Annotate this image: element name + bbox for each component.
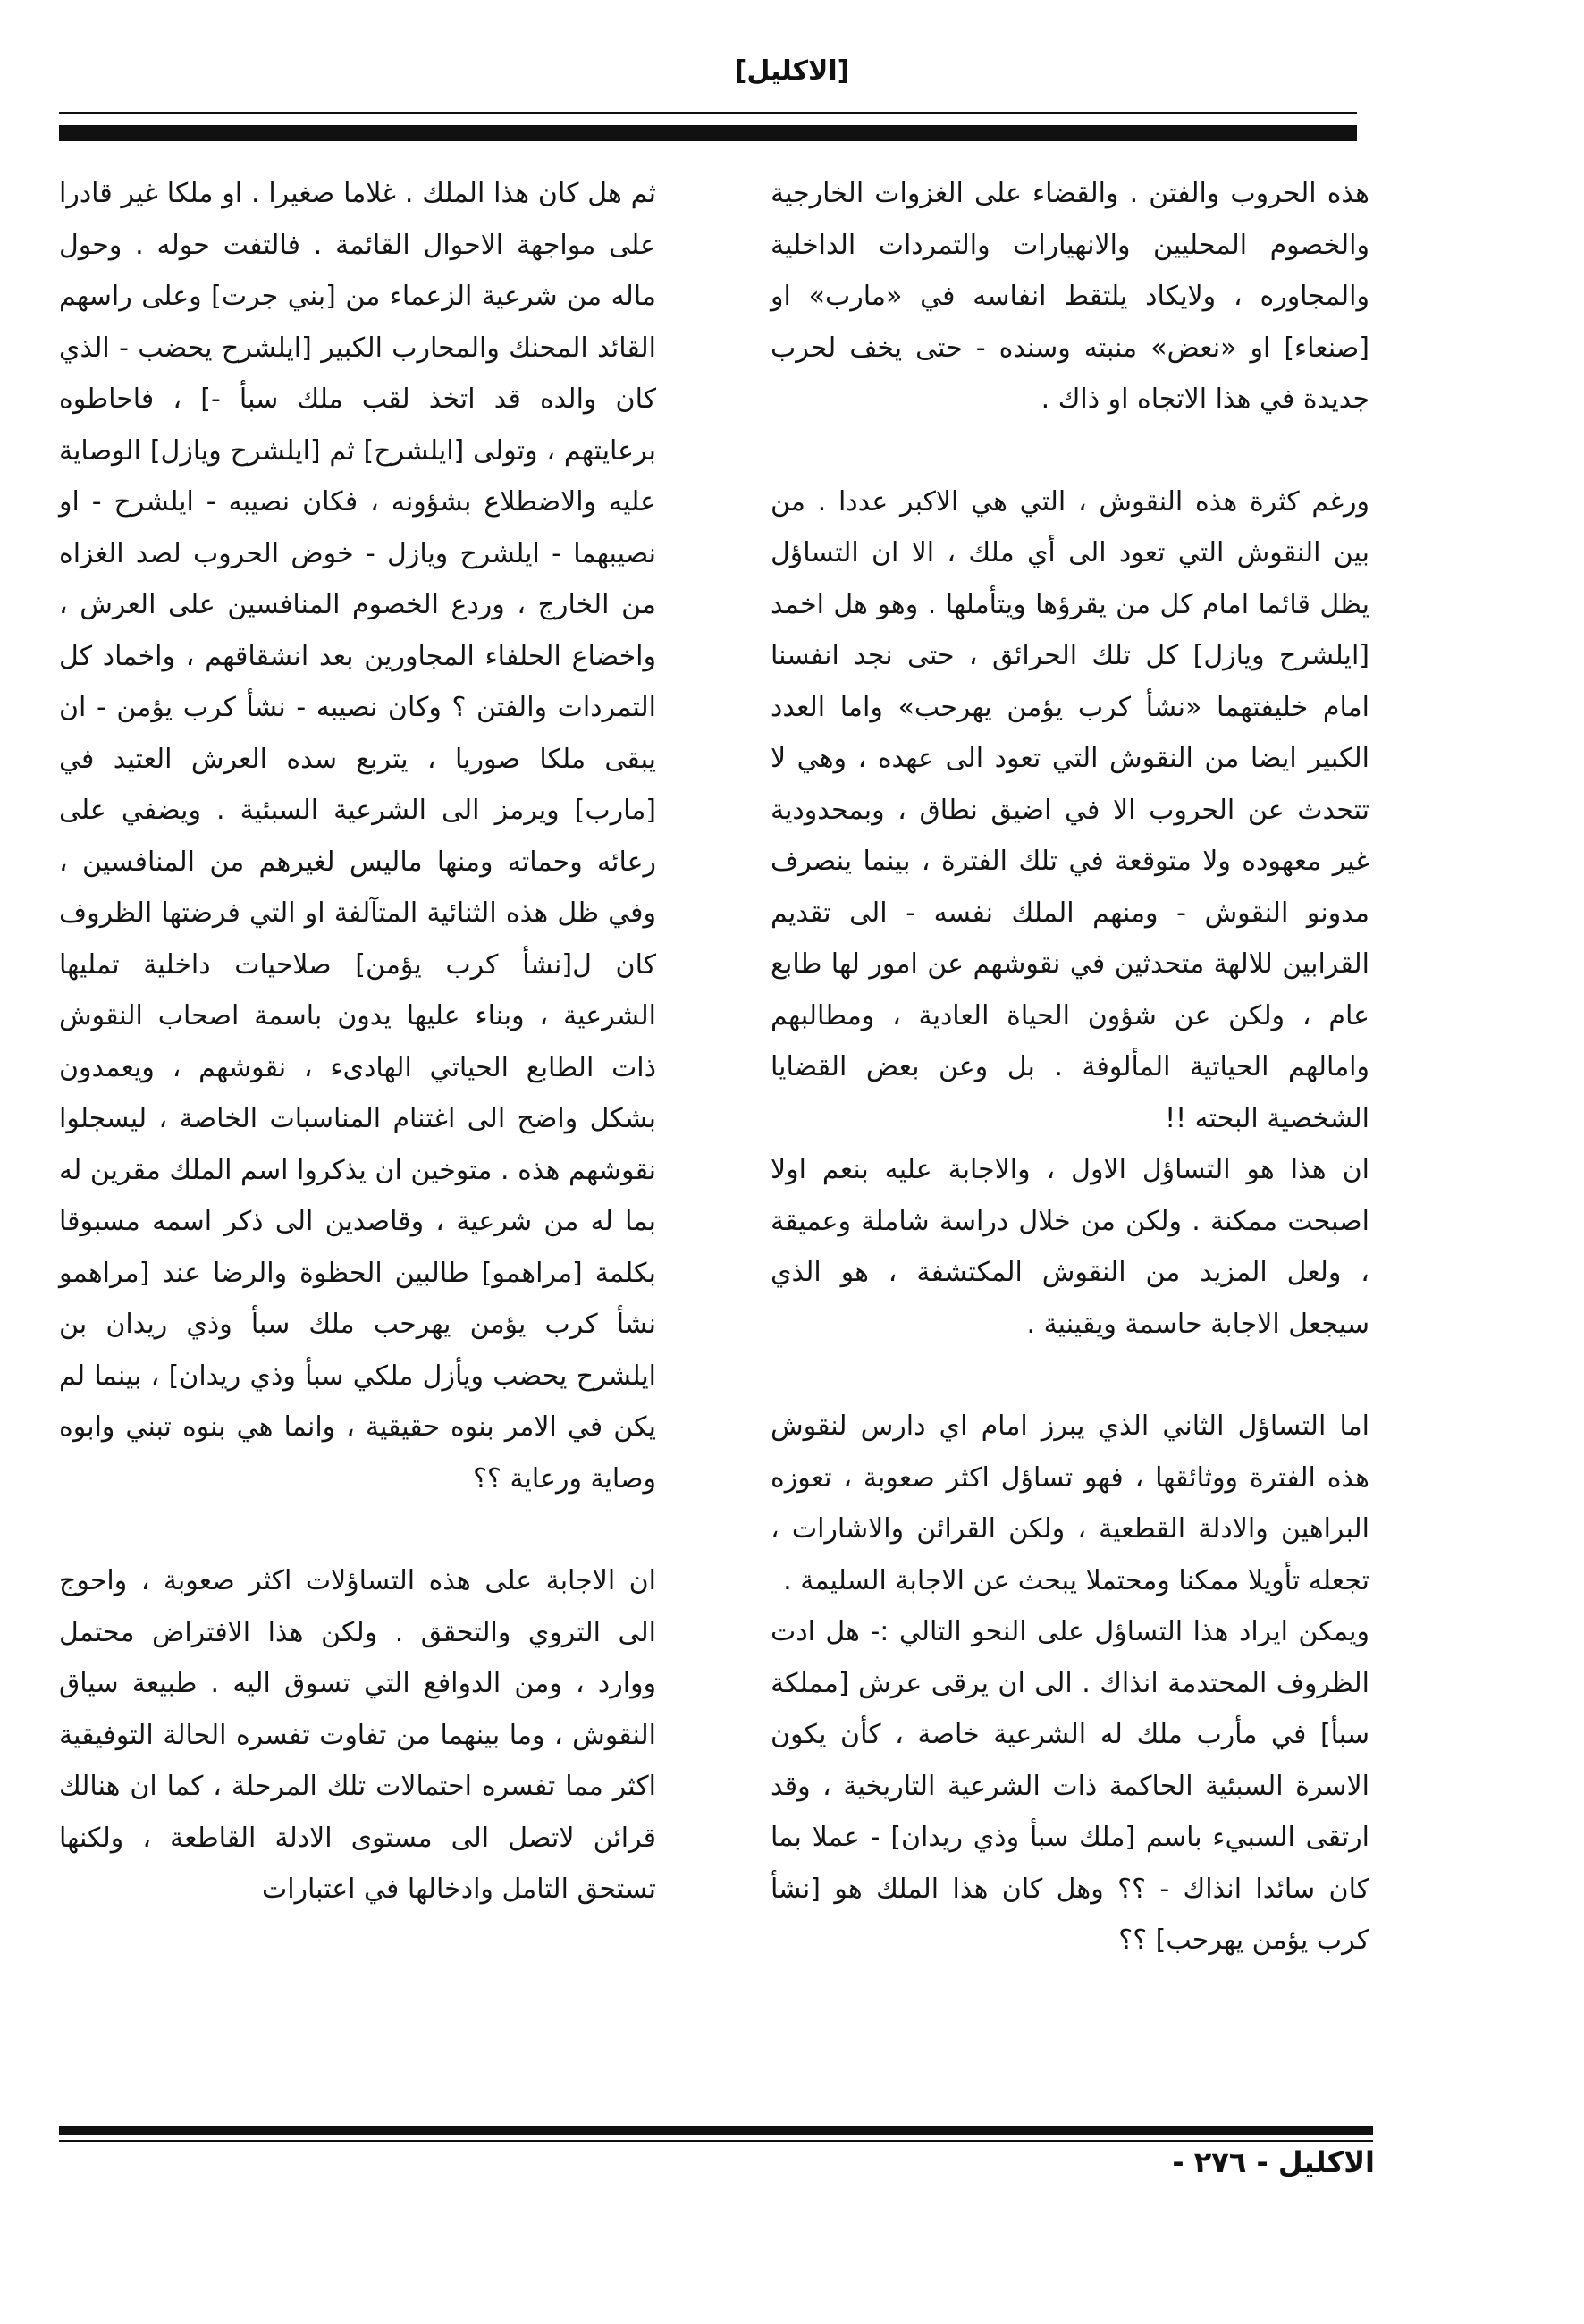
page-number: الاكليل - ٢٧٦ - xyxy=(1172,2145,1375,2179)
footer-rule-thick xyxy=(59,2126,1373,2135)
running-header: [الاكليل] xyxy=(734,55,850,87)
paragraph: ثم هل كان هذا الملك . غلاما صغيرا . او ملكا غير قادرا على مواجهة الاحوال القائمة . فالتفت حوله . وحول ماله من شرعية الزعماء من [بني جرت] وعلى راسهم القائد المحنك والمحارب الكبير [ايلشرح يحضب - الذي كان والده قد اتخذ لقب ملك سبأ -] ، فاحاطوه برعايتهم ، وتولى [ايلشرح] ثم [ايلشرح ويازل] الوصاية عليه والاضطلاع بشؤونه ، فكان نصيبه - ايلشرح - او نصيبهما - ايلشرح ويازل - خوض الحروب لصد الغزاه من الخارج ، وردع الخصوم المنافسين على العرش ، واخضاع الحلفاء المجاورين بعد انشقاقهم ، واخماد كل التمردات والفتن ؟ وكان نصيبه - نشأ كرب يؤمن - ان يبقى ملكا صوريا ، يتربع سده العرش العتيد في [مارب] ويرمز الى الشرعية السبئية . ويضفي على رعائه وحماته ومنها ماليس لغيرهم من المنافسين ، وفي ظل هذه الثنائية المتآلفة او التي فرضتها الظروف كان ل[نشأ كرب يؤمن] صلاحيات داخلية تمليها الشرعية ، وبناء عليها يدون باسمة اصحاب النقوش ذات الطابع الحياتي الهادىء ، نقوشهم ، ويعمدون بشكل واضح الى اغتنام المناسبات الخاصة ، ليسجلوا نقوشهم هذه . متوخين ان يذكروا اسم الملك مقرين له بما له من شرعية ، وقاصدين الى ذكر اسمه مسبوقا بكلمة [مراهمو] طالبين الحظوة والرضا عند [مراهمو نشأ كرب يؤمن يهرحب ملك سبأ وذي ريدان بن ايلشرح يحضب ويأزل ملكي سبأ وذي ريدان] ، بينما لم يكن في الامر بنوه حقيقية ، وانما هي بنوه تبني وابوه وصاية ورعاية ؟؟ xyxy=(59,178,656,1495)
right-column xyxy=(771,168,1369,1966)
header-rule-thin xyxy=(59,112,1357,114)
paragraph: ان هذا هو التساؤل الاول ، والاجابة عليه بنعم اولا اصبحت ممكنة . ولكن من خلال دراسة شاملة وعميقة ، ولعل المزيد من النقوش المكتشفة ، هو الذي سيجعل الاجابة حاسمة ويقينية . xyxy=(771,1154,1369,1340)
footer-rule-thin xyxy=(59,2140,1373,2142)
paragraph: ان الاجابة على هذه التساؤلات اكثر صعوبة ، واحوج الى التروي والتحقق . ولكن هذا الافتراض محتمل ووارد ، ومن الدوافع التي تسوق اليه . طبيعة سياق النقوش ، وما بينهما من تفاوت تفسره الحالة التوفيقية اكثر مما تفسره احتمالات تلك المرحلة ، كما ان هنالك قرائن لاتصل الى مستوى الادلة القاطعة ، ولكنها تستحق التامل وادخالها في اعتبارات xyxy=(59,1565,656,1905)
paragraph: ورغم كثرة هذه النقوش ، التي هي الاكبر عددا . من بين النقوش التي تعود الى أي ملك ، الا ان التساؤل يظل قائما امام كل من يقرؤها ويتأملها . وهو هل اخمد [ايلشرح ويازل] كل تلك الحرائق ، حتى نجد انفسنا امام خليفتهما «نشأ كرب يؤمن يهرحب» واما العدد الكبير ايضا من النقوش التي تعود الى عهده ، وهي لا تتحدث عن الحروب الا في اضيق نطاق ، وبمحدودية غير معهوده ولا متوقعة في تلك الفترة ، بينما ينصرف مدونو النقوش - ومنهم الملك نفسه - الى تقديم القرابين للالهة متحدثين في نقوشهم عن امور لها طابع عام ، ولكن عن شؤون الحياة العادية ، ومطالبهم وامالهم الحياتية المألوفة . بل وعن بعض القضايا الشخصية البحته !! xyxy=(771,485,1369,1134)
left-column xyxy=(59,168,656,1916)
paragraph: اما التساؤل الثاني الذي يبرز امام اي دارس لنقوش هذه الفترة ووثائقها ، فهو تساؤل اكثر صعوبة ، تعوزه البراهين والادلة القطعية ، ولكن القرائن والاشارات ، تجعله تأويلا ممكنا ومحتملا يبحث عن الاجابة السليمة . xyxy=(771,1410,1369,1596)
header-rule-thick xyxy=(59,125,1357,141)
paragraph: ويمكن ايراد هذا التساؤل على النحو التالي :- هل ادت الظروف المحتدمة انذاك . الى ان يرقى عرش [مملكة سبأ] في مأرب ملك له الشرعية خاصة ، كأن يكون الاسرة السبئية الحاكمة ذات الشرعية التاريخية ، وقد ارتقى السبيء باسم [ملك سبأ وذي ريدان] - عملا بما كان سائدا انذاك - ؟؟ وهل كان هذا الملك هو [نشأ كرب يؤمن يهرحب] ؟؟ xyxy=(771,1616,1369,1956)
paragraph: هذه الحروب والفتن . والقضاء على الغزوات الخارجية والخصوم المحليين والانهيارات والتمردات الداخلية والمجاوره ، ولايكاد يلتقط انفاسه في «مارب» او [صنعاء] او «نعض» منبته وسنده - حتى يخف لحرب جديدة في هذا الاتجاه او ذاك . xyxy=(771,178,1369,415)
